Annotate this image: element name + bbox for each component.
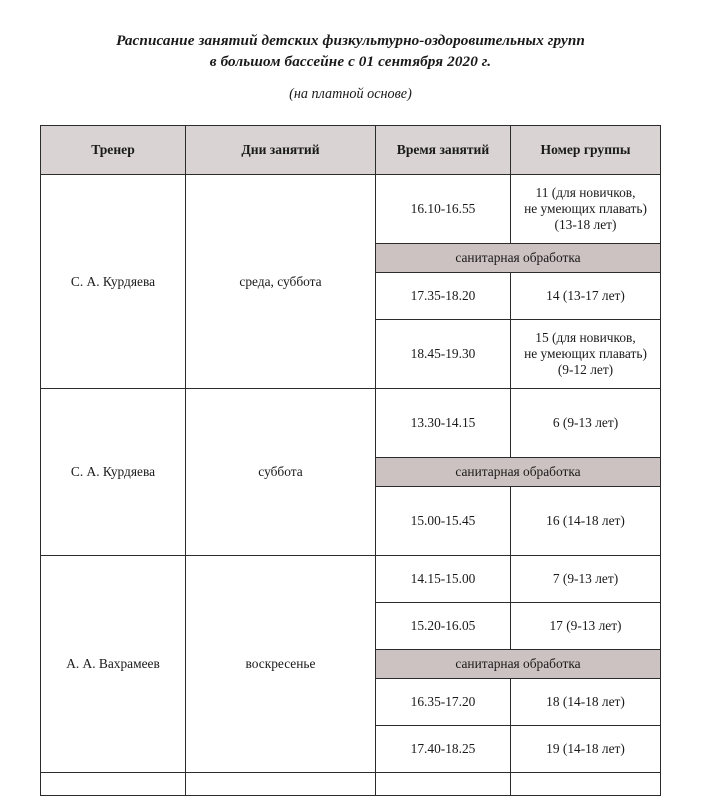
group-line: 15 (для новичков, [535,330,636,345]
group-cell: 19 (14-18 лет) [511,726,661,773]
group-cell [511,320,661,389]
schedule-table [40,125,661,796]
group-line: 11 (для новичков, [535,185,636,200]
coach-cell: С. А. Курдяева [41,389,186,556]
document-subtitle: (на платной основе) [289,86,412,102]
time-cell: 16.35-17.20 [376,679,511,726]
sanitary-label: санитарная обработка [376,458,661,487]
document-title-line-1: Расписание занятий детских физкультурно-оздоровительных групп [116,32,585,49]
document-title-line-2: в большом бассейне с 01 сентября 2020 г. [209,53,492,70]
sanitary-label: санитарная обработка [376,244,661,273]
time-cell: 17.35-18.20 [376,273,511,320]
time-cell: 16.10-16.55 [376,175,511,244]
days-cell: воскресенье [186,556,376,773]
document-header [0,0,701,103]
column-header-time: Время занятий [376,126,511,175]
footer-cell [376,773,511,796]
coach-cell: А. А. Вахрамеев [41,556,186,773]
column-header-coach: Тренер [41,126,186,175]
group-cell: 14 (13-17 лет) [511,273,661,320]
time-cell: 14.15-15.00 [376,556,511,603]
table-footer-spacer [41,773,661,796]
table-header-row [41,126,661,175]
time-cell: 15.00-15.45 [376,487,511,556]
table-row [41,389,661,458]
days-cell: среда, суббота [186,175,376,389]
footer-cell [511,773,661,796]
column-header-group: Номер группы [511,126,661,175]
time-cell: 15.20-16.05 [376,603,511,650]
group-cell: 7 (9-13 лет) [511,556,661,603]
time-cell: 13.30-14.15 [376,389,511,458]
group-cell [511,175,661,244]
footer-cell [41,773,186,796]
column-header-days: Дни занятий [186,126,376,175]
time-cell: 17.40-18.25 [376,726,511,773]
table-row [41,175,661,244]
group-cell: 18 (14-18 лет) [511,679,661,726]
footer-cell [186,773,376,796]
days-cell: суббота [186,389,376,556]
group-line: (9-12 лет) [557,362,614,377]
group-line: (13-18 лет) [554,217,617,232]
table-row [41,556,661,603]
group-cell: 16 (14-18 лет) [511,487,661,556]
time-cell: 18.45-19.30 [376,320,511,389]
group-line: не умеющих плавать) [524,346,647,361]
sanitary-label: санитарная обработка [376,650,661,679]
group-line: не умеющих плавать) [524,201,647,216]
table-body [41,175,661,796]
group-cell: 17 (9-13 лет) [511,603,661,650]
group-cell: 6 (9-13 лет) [511,389,661,458]
table-header [41,126,661,175]
coach-cell: С. А. Курдяева [41,175,186,389]
